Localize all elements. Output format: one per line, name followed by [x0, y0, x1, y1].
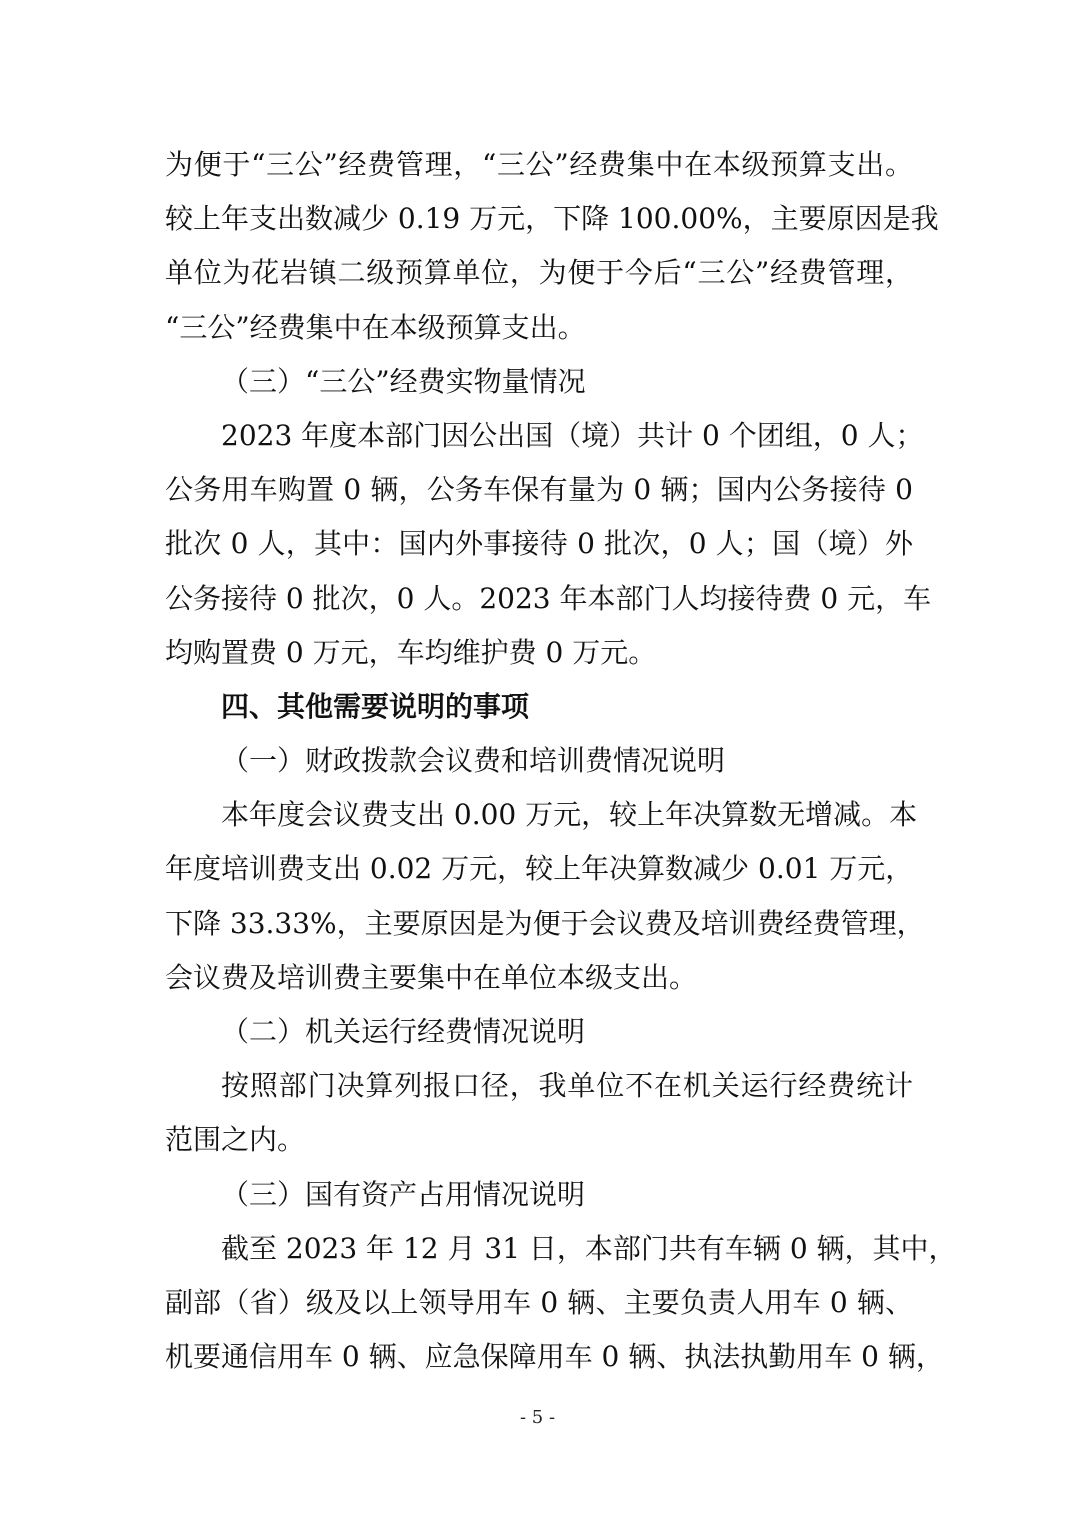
text-line: 本年度会议费支出 0.00 万元，较上年决算数无增减。本 [221, 798, 918, 832]
text-line: 年度培训费支出 0.02 万元，较上年决算数减少 0.01 万元， [165, 852, 914, 886]
text-line: 均购置费 0 万元，车均维护费 0 万元。 [165, 635, 657, 669]
section-heading-2: （二）机关运行经费情况说明 [221, 1015, 586, 1048]
text-line: 副部（省）级及以上领导用车 0 辆、主要负责人用车 0 辆、 [165, 1285, 913, 1319]
text-line: 公务接待 0 批次，0 人。2023 年本部门人均接待费 0 元，车 [165, 581, 932, 615]
section-heading-3: （三）“三公”经费实物量情况 [221, 364, 586, 398]
page-number: - 5 - [519, 1407, 556, 1428]
document-body [165, 138, 957, 1384]
text-line: 下降 33.33%，主要原因是为便于会议费及培训费经费管理， [165, 906, 925, 940]
section-heading-3: （三）国有资产占用情况说明 [221, 1177, 586, 1211]
text-line: 机要通信用车 0 辆、应急保障用车 0 辆、执法执勤用车 0 辆， [165, 1340, 944, 1374]
text-line: 范围之内。 [165, 1123, 306, 1157]
text-line: 公务用车购置 0 辆，公务车保有量为 0 辆；国内公务接待 0 [165, 473, 913, 507]
text-line: 批次 0 人，其中：国内外事接待 0 批次，0 人；国（境）外 [165, 527, 913, 561]
text-line: 2023 年度本部门因公出国（境）共计 0 个团组，0 人； [221, 418, 924, 452]
section-heading-1: （一）财政拨款会议费和培训费情况说明 [221, 744, 726, 778]
text-line: 为便于“三公”经费管理，“三公”经费集中在本级预算支出。 [165, 148, 913, 181]
text-line: 截至 2023 年 12 月 31 日，本部门共有车辆 0 辆，其中， [221, 1231, 957, 1265]
text-line: 单位为花岩镇二级预算单位，为便于今后“三公”经费管理， [165, 256, 913, 290]
chapter-heading: 四、其他需要说明的事项 [221, 689, 530, 723]
text-line: “三公”经费集中在本级预算支出。 [165, 310, 586, 344]
text-line: 较上年支出数减少 0.19 万元，下降 100.00%，主要原因是我 [165, 202, 939, 236]
text-line: 会议费及培训费主要集中在单位本级支出。 [165, 960, 698, 994]
text-line: 按照部门决算列报口径，我单位不在机关运行经费统计 [221, 1069, 913, 1103]
